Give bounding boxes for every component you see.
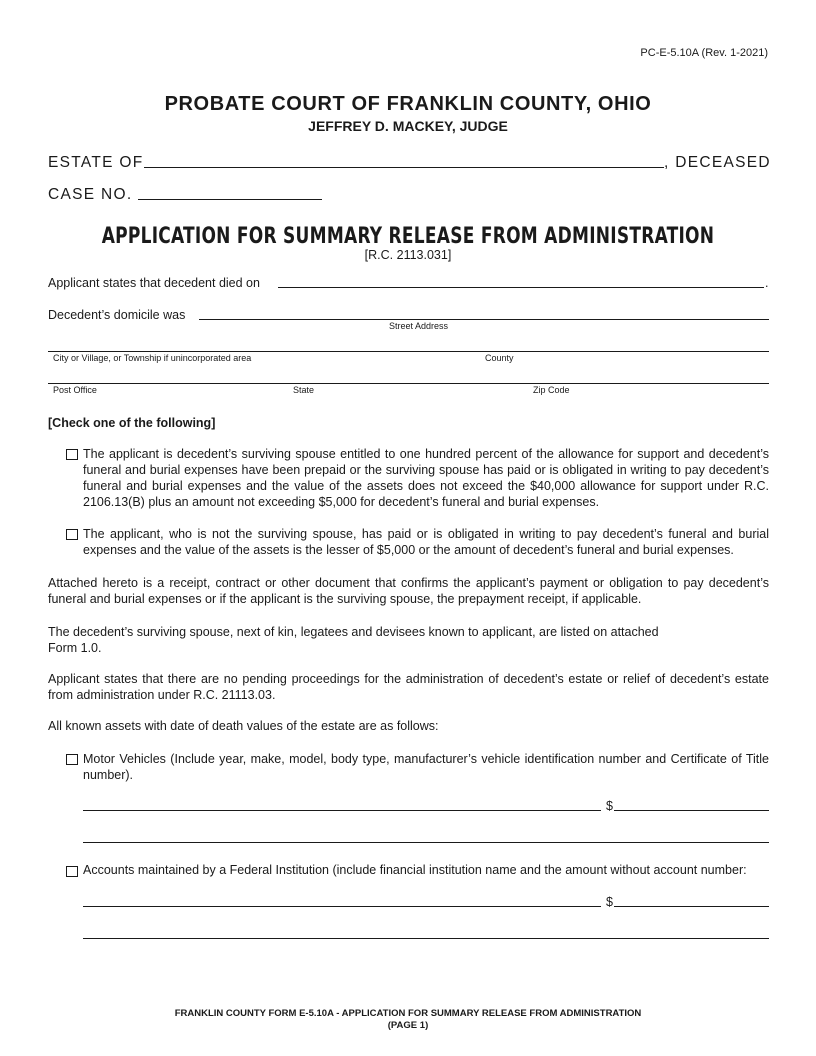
- motor-vehicles-extra-field[interactable]: [83, 842, 769, 843]
- statute-citation: [R.C. 2113.031]: [364, 248, 452, 262]
- motor-vehicles-description-field[interactable]: [83, 810, 601, 811]
- check-heading: [Check one of the following]: [48, 416, 216, 430]
- form-title: APPLICATION FOR SUMMARY RELEASE FROM ADMINISTRATION: [101, 224, 715, 249]
- county-caption: County: [485, 353, 514, 363]
- footer-form-title: FRANKLIN COUNTY FORM E-5.10A - APPLICATION FOR SUMMARY RELEASE FROM ADMINISTRATION: [174, 1008, 642, 1019]
- surviving-spouse-option-text: The applicant is decedent’s surviving spouse entitled to one hundred percent of the allowance for support and decedent’s funeral and burial expenses have been prepaid or the surviving spouse has paid or is obligated in writing to pay decedent’s funeral and burial expenses and the value of the assets does not exceed the $40,000 allowance for support under R.C. 2106.13(B) plus an amount not exceeding $5,000 for decedent’s funeral and burial expenses.: [83, 447, 769, 509]
- estate-name-field[interactable]: [144, 167, 664, 168]
- footer-page-number: (PAGE 1): [387, 1020, 429, 1031]
- city-caption: City or Village, or Township if unincorporated area: [53, 353, 252, 363]
- city-county-field[interactable]: [48, 351, 769, 352]
- motor-vehicles-checkbox[interactable]: [66, 754, 78, 765]
- assets-intro: All known assets with date of death values of the estate are as follows:: [48, 719, 439, 733]
- post-office-caption: Post Office: [53, 385, 97, 395]
- next-of-kin-paragraph-line1: The decedent’s surviving spouse, next of kin, legatees and devisees known to applicant, are listed on attached: [48, 625, 659, 639]
- judge-name: JEFFREY D. MACKEY, JUDGE: [308, 118, 508, 134]
- state-caption: State: [293, 385, 315, 395]
- death-date-field[interactable]: [278, 287, 764, 288]
- form-number: PC-E-5.10A (Rev. 1-2021): [640, 47, 768, 59]
- non-spouse-checkbox[interactable]: [66, 529, 78, 540]
- death-date-label: Applicant states that decedent died on: [48, 276, 260, 290]
- case-number-label: CASE NO.: [48, 186, 133, 203]
- case-number-field[interactable]: [138, 199, 322, 200]
- motor-vehicles-currency: $: [606, 799, 613, 813]
- attached-receipt-paragraph: Attached hereto is a receipt, contract or other document that confirms the applicant’s payment or obligation to pay decedent’s funeral and burial expenses or if the applicant is the surviving spouse, the prepayment receipt, if applicable.: [48, 576, 769, 606]
- next-of-kin-paragraph-line2: Form 1.0.: [48, 641, 102, 655]
- accounts-value-field[interactable]: [614, 906, 769, 907]
- accounts-checkbox[interactable]: [66, 866, 78, 877]
- accounts-description-field[interactable]: [83, 906, 601, 907]
- accounts-extra-field[interactable]: [83, 938, 769, 939]
- court-name: PROBATE COURT OF FRANKLIN COUNTY, OHIO: [164, 93, 652, 115]
- pending-proceedings-paragraph: Applicant states that there are no pending proceedings for the administration of decedent’s estate or relief of decedent’s estate from administration under R.C. 21113.03.: [48, 672, 769, 702]
- motor-vehicles-label: Motor Vehicles (Include year, make, model, body type, manufacturer’s vehicle identification number and Certificate of Title number).: [83, 752, 769, 782]
- deceased-label: , DECEASED: [664, 154, 771, 171]
- post-office-state-zip-field[interactable]: [48, 383, 769, 384]
- street-address-caption: Street Address: [389, 321, 449, 331]
- zip-caption: Zip Code: [533, 385, 570, 395]
- estate-label: ESTATE OF: [48, 154, 144, 171]
- death-date-period: .: [765, 276, 769, 290]
- street-address-field[interactable]: [199, 319, 769, 320]
- accounts-currency: $: [606, 895, 613, 909]
- motor-vehicles-value-field[interactable]: [614, 810, 769, 811]
- domicile-label: Decedent’s domicile was: [48, 308, 186, 322]
- surviving-spouse-checkbox[interactable]: [66, 449, 78, 460]
- non-spouse-option-text: The applicant, who is not the surviving spouse, has paid or is obligated in writing to pay decedent’s funeral and burial expenses and the value of the assets is the lesser of $5,000 or the amount of decedent’s funeral and burial expenses.: [83, 527, 769, 557]
- accounts-label: Accounts maintained by a Federal Institution (include financial institution name and the amount without account number:: [83, 863, 747, 877]
